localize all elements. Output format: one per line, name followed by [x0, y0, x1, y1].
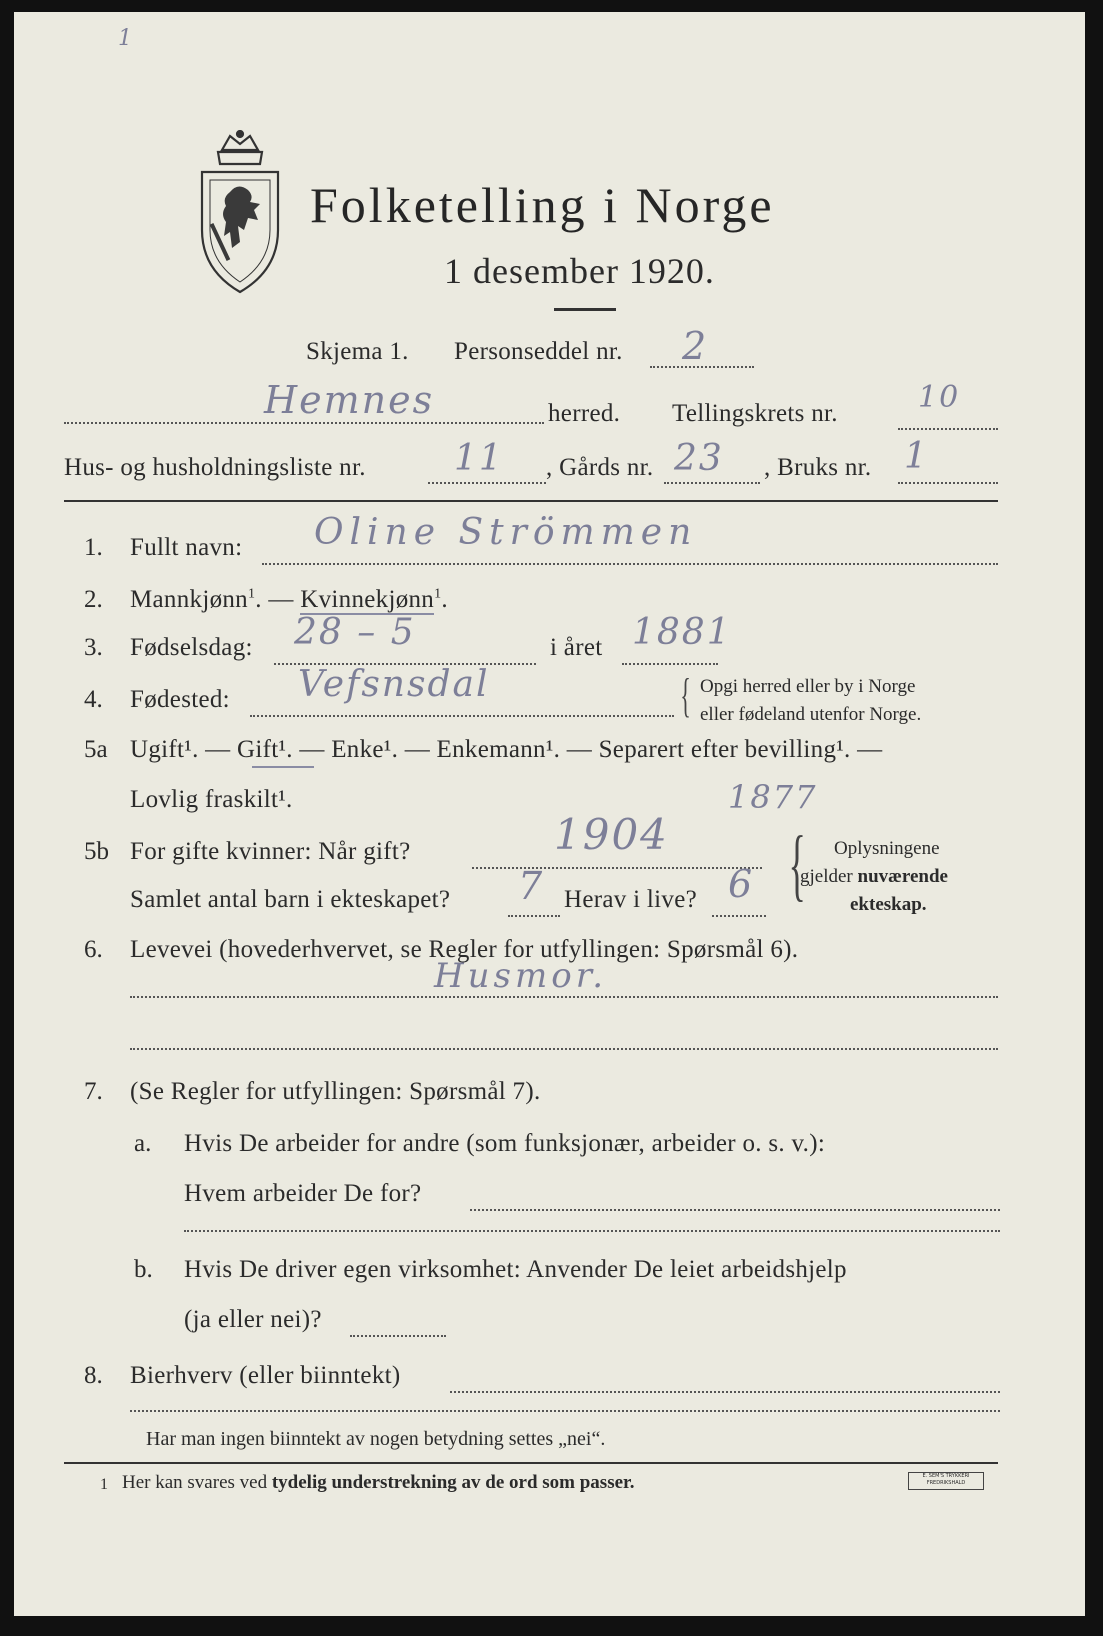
- q6-line1: [130, 996, 998, 998]
- q1-number: 1.: [84, 534, 103, 561]
- option-mannkjonn: Mannkjønn: [130, 586, 248, 613]
- q3-year-label: i året: [550, 634, 603, 661]
- footnote-text-b: tydelig understrekning av de ord som passer.: [271, 1472, 635, 1493]
- footer-rule: [64, 1462, 998, 1464]
- skjema-label: Skjema 1.: [306, 338, 409, 365]
- q6-line2: [130, 1048, 998, 1050]
- q5b-children-value: 7: [518, 864, 545, 908]
- q5b-children-line: [508, 915, 560, 917]
- q5b-alive-line: [712, 915, 766, 917]
- q7b-letter: b.: [134, 1256, 153, 1283]
- q7b-question: Hvis De driver egen virksomhet: Anvender De leiet arbeidshjelp: [184, 1256, 847, 1283]
- q2-end: .: [441, 586, 448, 613]
- q2-separator: . —: [255, 586, 301, 613]
- q5a-options-line2: Lovlig fraskilt¹.: [130, 786, 293, 813]
- q5b-note-line3: ekteskap.: [850, 894, 927, 915]
- tellingskrets-value: 10: [918, 380, 961, 415]
- header-rule: [64, 500, 998, 502]
- q4-brace: {: [680, 669, 691, 722]
- q6-number: 6.: [84, 936, 103, 963]
- q8-note: Har man ingen biinntekt av nogen betydning settes „nei“.: [146, 1428, 606, 1450]
- q5b-number: 5b: [84, 838, 109, 865]
- q5b-label-married: For gifte kvinner: Når gift?: [130, 838, 411, 865]
- q8-line1: [450, 1391, 1000, 1393]
- footnote-number: 1: [100, 1476, 108, 1493]
- q8-label: Bierhverv (eller biinntekt): [130, 1362, 401, 1389]
- q2-number: 2.: [84, 586, 103, 613]
- q7a-employer-line: [470, 1209, 1000, 1211]
- q3-label: Fødselsdag:: [130, 634, 253, 661]
- q1-label: Fullt navn:: [130, 534, 243, 561]
- q3-value: 28 – 5: [294, 612, 416, 653]
- census-date: 1 desember 1920.: [444, 251, 715, 291]
- hus-value: 11: [454, 438, 504, 479]
- option-kvinnekjonn: Kvinnekjønn: [300, 586, 435, 613]
- q6-label: Levevei (hovederhvervet, se Regler for utfyllingen: Spørsmål 6).: [130, 936, 799, 963]
- coat-of-arms-icon: [190, 130, 290, 300]
- q4-note-line1: Opgi herred eller by i Norge: [700, 676, 916, 697]
- q4-number: 4.: [84, 686, 103, 713]
- q4-note-line2: eller fødeland utenfor Norge.: [700, 704, 922, 725]
- bruks-value: 1: [904, 436, 929, 477]
- q5b-note-nuvaerende: nuværende: [857, 866, 948, 887]
- bruks-line: [898, 482, 998, 484]
- q7a-question: Hvis De arbeider for andre (som funksjonær, arbeider o. s. v.):: [184, 1130, 826, 1157]
- page-title: Folketelling i Norge: [310, 177, 775, 233]
- tellingskrets-label: Tellingskrets nr.: [672, 400, 838, 427]
- q8-number: 8.: [84, 1362, 103, 1389]
- q7b-answer-label: (ja eller nei)?: [184, 1306, 322, 1333]
- q7-label: (Se Regler for utfyllingen: Spørsmål 7).: [130, 1078, 541, 1105]
- q7b-answer-line: [350, 1335, 446, 1337]
- q5a-extra: 1877: [728, 778, 818, 816]
- q8-line2: [130, 1410, 1000, 1412]
- q4-value: Vefsnsdal: [298, 664, 490, 705]
- q2-options: Mannkjønn$^1$. — Kvinnekjønn$^1$.: [130, 586, 448, 613]
- bruks-label: , Bruks nr.: [764, 454, 872, 481]
- title-divider: [554, 308, 616, 311]
- footnote: [122, 1472, 634, 1494]
- q7a-employer-label: Hvem arbeider De for?: [184, 1180, 422, 1207]
- herred-value: Hemnes: [264, 378, 435, 422]
- q7-number: 7.: [84, 1078, 103, 1105]
- q4-line: [250, 715, 674, 717]
- q5b-alive-value: 6: [728, 862, 755, 906]
- personseddel-value: 2: [682, 324, 709, 368]
- tellingskrets-line: [898, 428, 998, 430]
- hus-label: Hus- og husholdningsliste nr.: [64, 454, 366, 481]
- gards-value: 23: [674, 438, 724, 479]
- census-form: [14, 12, 1085, 1616]
- hus-line: [428, 482, 546, 484]
- q5a-number: 5a: [84, 736, 108, 763]
- q5b-label-alive: Herav i live?: [564, 886, 698, 913]
- q7a-letter: a.: [134, 1130, 152, 1157]
- printer-stamp: E. SEM'S TRYKKERI FREDRIKSHALD: [908, 1472, 984, 1490]
- footnote-text-a: Her kan svares ved: [122, 1472, 268, 1493]
- corner-mark: 1: [118, 26, 134, 51]
- q3-year-value: 1881: [632, 612, 732, 653]
- q5a-options: Ugift¹. — Gift¹. — Enke¹. — Enkemann¹. — Separert efter bevilling¹. —: [130, 736, 883, 763]
- q5b-label-children: Samlet antal barn i ekteskapet?: [130, 886, 451, 913]
- q1-line: [262, 563, 998, 565]
- q4-label: Fødested:: [130, 686, 230, 713]
- q6-value: Husmor.: [434, 956, 608, 996]
- gards-label: , Gårds nr.: [546, 454, 654, 481]
- herred-label: herred.: [548, 400, 621, 427]
- q5b-note-line1: Oplysningene: [834, 838, 940, 859]
- q3-year-line: [622, 663, 718, 665]
- personseddel-label: Personseddel nr.: [454, 338, 623, 365]
- gift-underline: [252, 766, 314, 768]
- q5b-married-value: 1904: [554, 810, 669, 859]
- q5b-note-line2: [800, 866, 948, 888]
- q5b-note-gjelder: gjelder: [800, 866, 853, 887]
- q7a-extra-line: [184, 1230, 1000, 1232]
- q5b-married-line: [472, 867, 762, 869]
- q5b-brace: {: [788, 821, 806, 909]
- q3-number: 3.: [84, 634, 103, 661]
- gards-line: [664, 482, 760, 484]
- herred-line: [64, 422, 544, 424]
- q1-value: Oline Strömmen: [314, 512, 698, 553]
